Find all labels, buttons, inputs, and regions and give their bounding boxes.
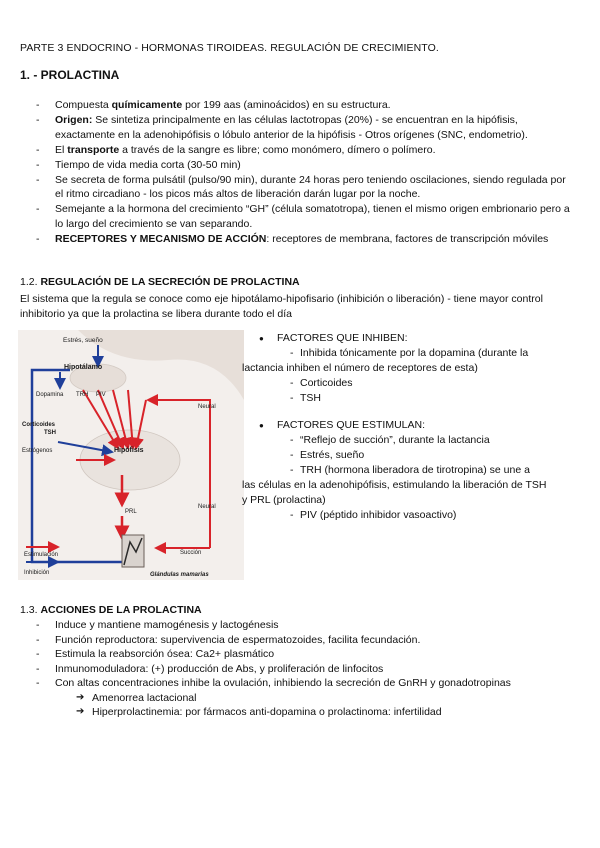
arrow-list-item: ➔ Amenorrea lactacional xyxy=(20,691,580,706)
label-piv: PIV xyxy=(96,392,106,398)
list-item: - Inhibida tónicamente por la dopamina (durante la xyxy=(242,346,580,361)
prolactin-regulation-diagram xyxy=(18,330,244,580)
label-hipofisis: Hipófisis xyxy=(114,447,144,454)
list-item: - Induce y mantiene mamogénesis y lactogénesis xyxy=(20,618,580,633)
list-item: - Corticoides xyxy=(242,376,580,391)
list-item-continuation: las células en la adenohipófisis, estimulando la liberación de TSH xyxy=(242,479,547,491)
section-3-title: 1.3. ACCIONES DE LA PROLACTINA xyxy=(20,604,202,616)
label-neural-1: Neural xyxy=(198,404,216,410)
label-tsh: TSH xyxy=(44,430,56,436)
section-1-title: 1. - PROLACTINA xyxy=(20,68,120,82)
inhibit-factors-heading: ● FACTORES QUE INHIBEN: xyxy=(242,331,580,346)
section-2-title: 1.2. REGULACIÓN DE LA SECRECIÓN DE PROLACTINA xyxy=(20,276,300,288)
label-dopamina: Dopamina xyxy=(36,392,64,398)
label-hipotalamo: Hipotálamo xyxy=(64,364,103,371)
label-estrogenos: Estrógenos xyxy=(22,448,53,454)
section-2-intro: El sistema que la regula se conoce como eje hipotálamo-hipofisario (inhibición o liberación) - tiene mayor control inhibitorio ya que la prolactina se libera durante todo el día xyxy=(20,293,543,320)
list-item: - Con altas concentraciones inhibe la ovulación, inhibiendo la secreción de GnRH y gonadotropinas xyxy=(20,676,580,691)
list-item: - Inmunomoduladora: (+) producción de Abs, y proliferación de linfocitos xyxy=(20,662,580,677)
list-item: - Función reproductora: supervivencia de espermatozoides, facilita fecundación. xyxy=(20,633,580,648)
list-item: - Origen: Se sintetiza principalmente en las células lactotropas (20%) - se encuentran en la hipófisis, exactamente en la adenohipófisis o lóbulo anterior de la hipófisis - Otros orígenes (SNC, endometrio). xyxy=(20,113,575,142)
stimulate-factors-heading: ● FACTORES QUE ESTIMULAN: xyxy=(242,418,580,433)
list-item: - Se secreta de forma pulsátil (pulso/90 min), durante 24 horas pero teniendo oscilaciones, siendo regulada por el ritmo circadiano - los picos más altos de liberación darán lugar por la noche. xyxy=(20,173,575,202)
list-item: - Compuesta químicamente por 199 aas (aminoácidos) en su estructura. xyxy=(20,98,575,113)
label-succion: Succión xyxy=(180,550,202,556)
arrow-list-item: ➔ Hiperprolactinemia: por fármacos anti-dopamina o prolactinoma: infertilidad xyxy=(20,705,580,720)
list-item: - Tiempo de vida media corta (30-50 min) xyxy=(20,158,575,173)
page-header: PARTE 3 ENDOCRINO - HORMONAS TIROIDEAS. REGULACIÓN DE CRECIMIENTO. xyxy=(20,42,439,54)
list-item: - TRH (hormona liberadora de tirotropina) se une a xyxy=(242,463,580,478)
list-item: - “Reflejo de succión”, durante la lactancia xyxy=(242,433,580,448)
list-item: - Estrés, sueño xyxy=(242,448,580,463)
list-item: - TSH xyxy=(242,391,580,406)
list-item: - El transporte a través de la sangre es libre; como monómero, dímero o polímero. xyxy=(20,143,575,158)
prolactin-properties-list xyxy=(20,98,575,247)
list-item-continuation: lactancia inhiben el número de receptores de esta) xyxy=(242,362,478,374)
label-estres: Estrés, sueño xyxy=(63,337,103,344)
list-item: - PIV (péptido inhibidor vasoactivo) xyxy=(242,508,580,523)
regulation-factors xyxy=(242,331,580,523)
list-item: - Estimula la reabsorción ósea: Ca2+ plasmático xyxy=(20,647,580,662)
label-neural-2: Neural xyxy=(198,504,216,510)
list-item-continuation: y PRL (prolactina) xyxy=(242,494,326,506)
label-trh: TRH xyxy=(76,392,89,398)
label-prl: PRL xyxy=(125,509,137,515)
legend-inhibicion: Inhibición xyxy=(24,570,50,576)
actions-list xyxy=(20,618,580,691)
prolactin-actions xyxy=(20,618,580,720)
list-item: - Semejante a la hormona del crecimiento “GH” (célula somatotropa), tienen el mismo origen embrionario pero a lo largo del crecimiento se van separando. xyxy=(20,202,575,231)
legend-estimulacion: Estimulación xyxy=(24,552,59,558)
label-glandulas: Glándulas mamarias xyxy=(150,572,209,578)
label-corticoides: Corticoides xyxy=(22,422,56,428)
list-item: - RECEPTORES Y MECANISMO DE ACCIÓN: receptores de membrana, factores de transcripción móviles xyxy=(20,232,575,247)
